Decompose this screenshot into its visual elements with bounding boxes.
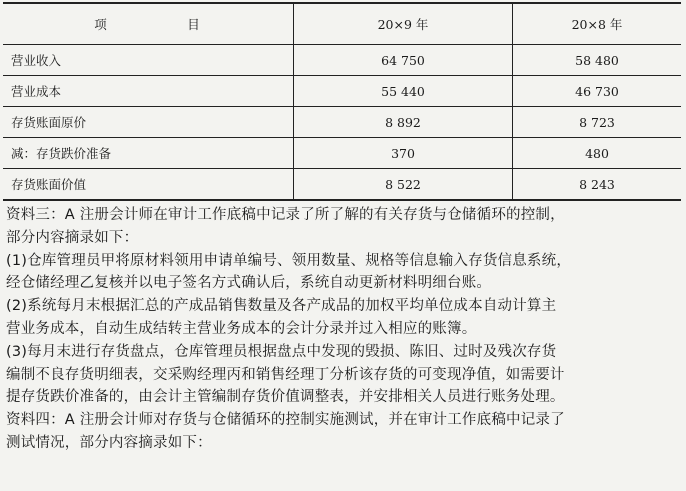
row-value-year-9: 8 522 xyxy=(294,169,513,201)
table-row xyxy=(3,138,681,169)
financial-data-table xyxy=(3,2,681,201)
table-row xyxy=(3,107,681,138)
text-line: 经仓储经理乙复核并以电子签名方式确认后，系统自动更新材料明细台账。 xyxy=(6,275,492,292)
row-value-year-8: 58 480 xyxy=(513,45,682,76)
row-label: 存货账面原价 xyxy=(3,107,294,138)
header-year-8: 20×8 年 xyxy=(513,3,682,45)
table-row xyxy=(3,169,681,201)
row-label: 存货账面价值 xyxy=(3,169,294,201)
row-value-year-8: 480 xyxy=(513,138,682,169)
row-value-year-9: 55 440 xyxy=(294,76,513,107)
row-value-year-8: 8 243 xyxy=(513,169,682,201)
table-header-row xyxy=(3,3,681,45)
row-label: 营业成本 xyxy=(3,76,294,107)
row-label: 减：存货跌价准备 xyxy=(3,138,294,169)
row-value-year-8: 8 723 xyxy=(513,107,682,138)
text-line: 提存货跌价准备的，由会计主管编制存货价值调整表，并安排相关人员进行账务处理。 xyxy=(6,389,565,406)
text-line: 资料四：A 注册会计师对存货与仓储循环的控制实施测试，并在审计工作底稿中记录了 xyxy=(6,412,565,429)
row-value-year-9: 370 xyxy=(294,138,513,169)
table-row xyxy=(3,45,681,76)
text-line: (3)每月末进行存货盘点，仓库管理员根据盘点中发现的毁损、陈旧、过时及残次存货 xyxy=(6,343,557,360)
text-line: 测试情况，部分内容摘录如下： xyxy=(6,434,212,451)
text-line: 营业务成本，自动生成结转主营业务成本的会计分录并过入相应的账簿。 xyxy=(6,320,477,337)
text-line: (1)仓库管理员甲将原材料领用申请单编号、领用数量、规格等信息输入存货信息系统， xyxy=(6,252,572,269)
table-row xyxy=(3,76,681,107)
row-label: 营业收入 xyxy=(3,45,294,76)
row-value-year-8: 46 730 xyxy=(513,76,682,107)
row-value-year-9: 8 892 xyxy=(294,107,513,138)
text-line: 资料三：A 注册会计师在审计工作底稿中记录了所了解的有关存货与仓储循环的控制， xyxy=(6,207,565,223)
header-item: 项 目 xyxy=(3,3,294,45)
row-value-year-9: 64 750 xyxy=(294,45,513,76)
body-text xyxy=(6,204,682,455)
text-line: (2)系统每月末根据汇总的产成品销售数量及各产成品的加权平均单位成本自动计算主 xyxy=(6,298,557,315)
text-line: 编制不良存货明细表，交采购经理丙和销售经理丁分析该存货的可变现净值，如需要计 xyxy=(6,366,565,383)
header-year-9: 20×9 年 xyxy=(294,3,513,45)
text-line: 部分内容摘录如下： xyxy=(6,229,139,246)
